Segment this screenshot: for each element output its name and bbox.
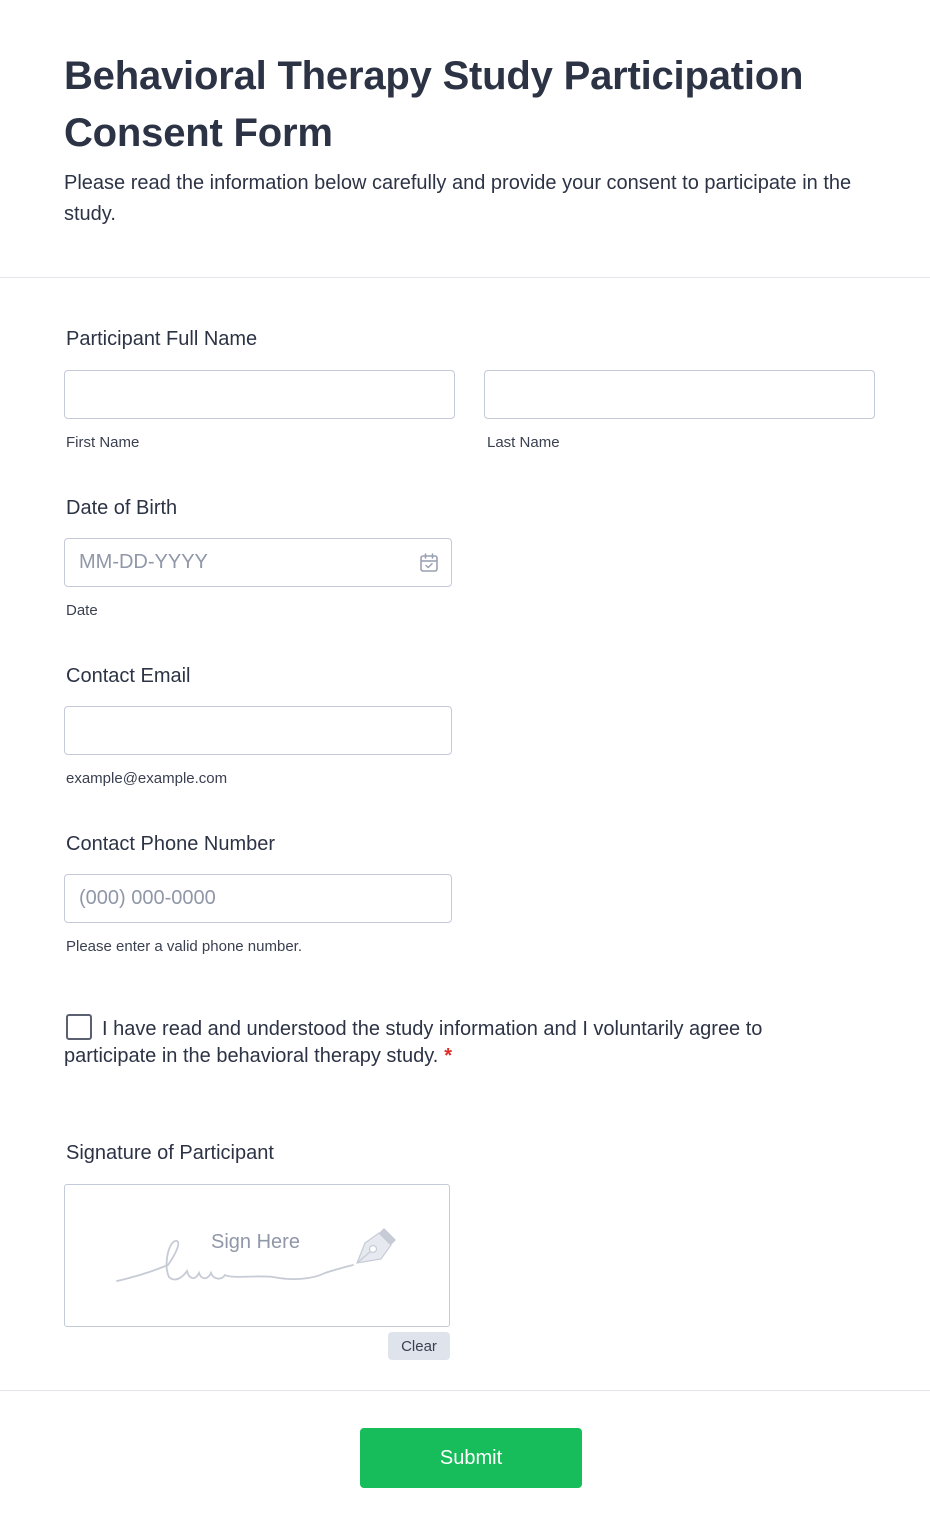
- phone-label: Contact Phone Number: [66, 833, 276, 855]
- consent-checkbox[interactable]: [66, 1014, 92, 1040]
- required-asterisk: *: [444, 1045, 453, 1067]
- consent-field: [64, 1014, 804, 1070]
- dob-sublabel: Date: [66, 602, 98, 619]
- first-name-input[interactable]: [64, 370, 455, 419]
- last-name-sublabel: Last Name: [487, 434, 560, 451]
- signature-placeholder: Sign Here: [211, 1231, 300, 1253]
- submit-button[interactable]: Submit: [360, 1428, 582, 1488]
- dob-input[interactable]: [64, 538, 452, 587]
- footer-divider: [0, 1390, 930, 1391]
- form-title: Behavioral Therapy Study Participation Consent Form: [64, 54, 804, 155]
- email-label: Contact Email: [66, 665, 191, 687]
- email-input[interactable]: [64, 706, 452, 755]
- form-header: [64, 48, 864, 230]
- calendar-icon[interactable]: [418, 552, 440, 574]
- pen-nib-icon: [351, 1225, 397, 1271]
- header-divider: [0, 277, 930, 278]
- first-name-sublabel: First Name: [66, 434, 140, 451]
- consent-text: I have read and understood the study information and I voluntarily agree to participate in the behavioral therapy study.: [64, 1018, 763, 1067]
- form-subtitle: Please read the information below carefully and provide your consent to participate in the study.: [64, 172, 852, 225]
- phone-input[interactable]: [64, 874, 452, 923]
- clear-signature-button[interactable]: Clear: [388, 1332, 450, 1360]
- dob-label: Date of Birth: [66, 497, 178, 519]
- full-name-label: Participant Full Name: [66, 328, 258, 350]
- signature-label: Signature of Participant: [66, 1142, 274, 1164]
- email-sublabel: example@example.com: [66, 770, 228, 787]
- phone-sublabel: Please enter a valid phone number.: [66, 938, 302, 955]
- last-name-input[interactable]: [484, 370, 875, 419]
- signature-pad[interactable]: [64, 1184, 450, 1327]
